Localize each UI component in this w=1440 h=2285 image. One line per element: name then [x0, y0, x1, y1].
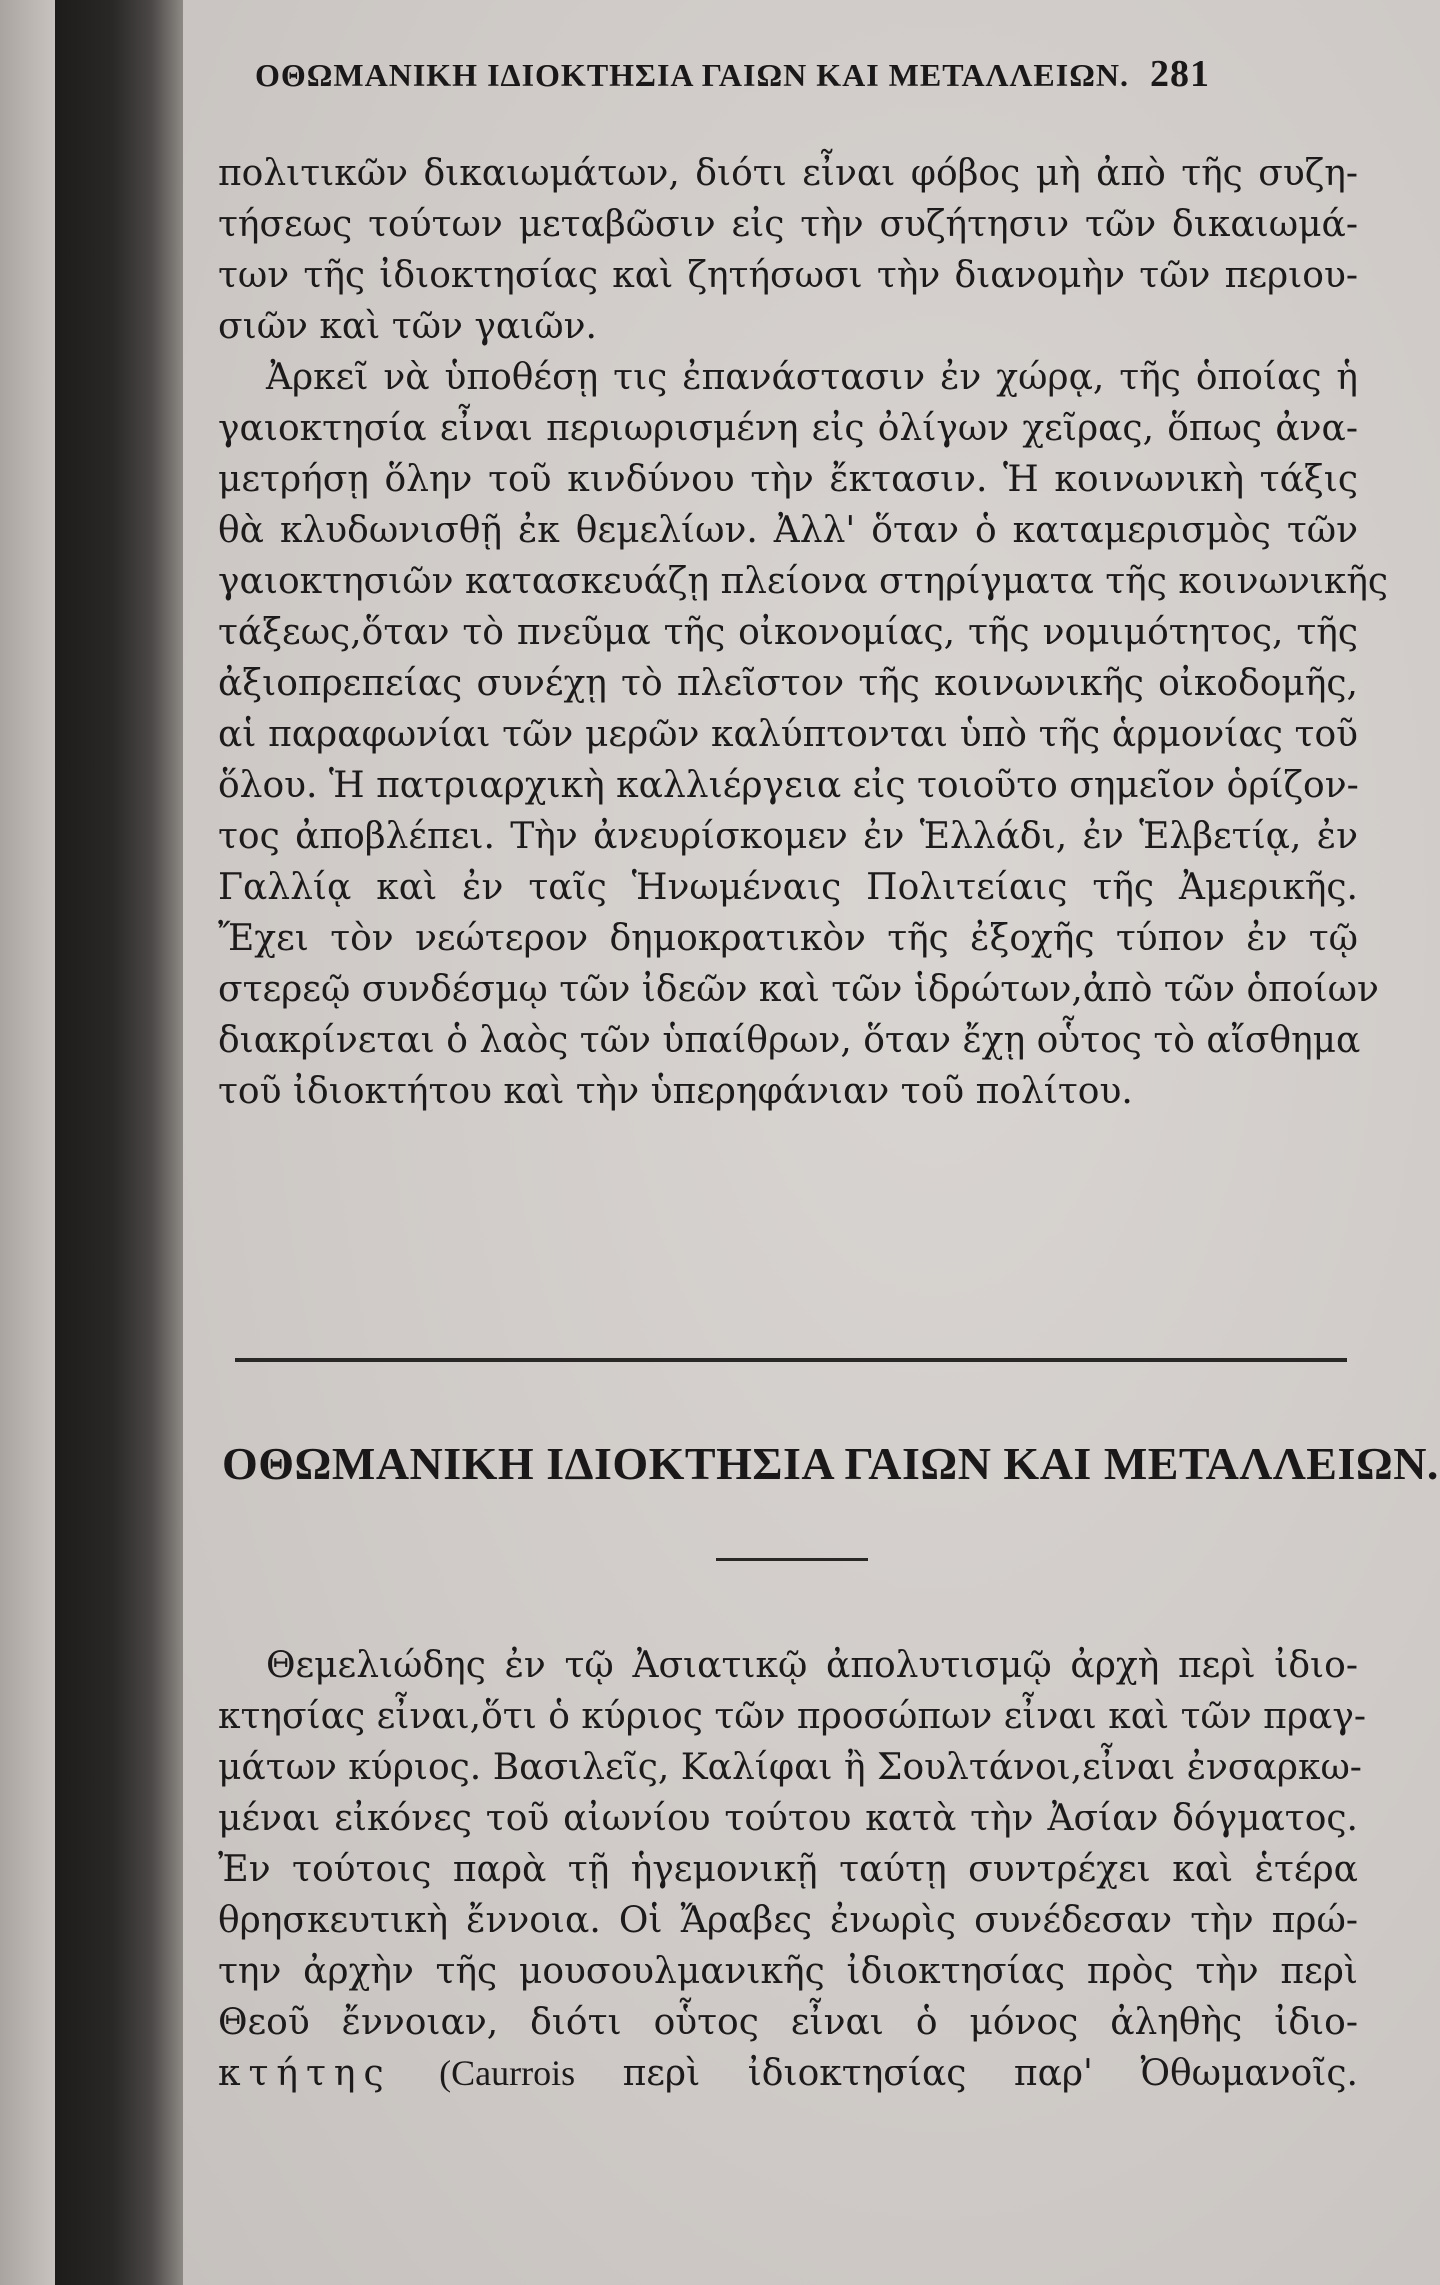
spaced-word: κτήτης: [218, 2053, 392, 2094]
text-line: μέναι εἰκόνες τοῦ αἰωνίου τούτου κατὰ τὴν Ἀσίαν δόγματος.: [218, 1798, 1358, 1839]
section-title: ΟΘΩΜΑΝΙΚΗ ΙΔΙΟΚΤΗΣΙΑ ΓΑΙΩΝ ΚΑΙ ΜΕΤΑΛΛΕΙΩΝ.: [222, 1438, 1439, 1489]
text-line: την ἀρχὴν τῆς μουσουλμανικῆς ἰδιοκτησίας πρὸς τὴν περὶ: [218, 1951, 1358, 1992]
title-underline: [716, 1558, 868, 1561]
text-line: αἱ παραφωνίαι τῶν μερῶν καλύπτονται ὑπὸ τῆς ἁρμονίας τοῦ: [218, 714, 1358, 755]
text-line: θρησκευτικὴ ἔννοια. Οἱ Ἄραβες ἐνωρὶς συνέδεσαν τὴν πρώ-: [218, 1900, 1358, 1941]
text-line: ἀξιοπρεπείας συνέχῃ τὸ πλεῖστον τῆς κοινωνικῆς οἰκοδομῆς,: [218, 663, 1358, 704]
book-spine-shadow: [55, 0, 183, 2285]
continued-text: [218, 148, 1389, 1117]
scan-margin: [0, 0, 55, 2285]
text-line: μάτων κύριος. Βασιλεῖς, Καλίφαι ἢ Σουλτάνοι,εἶναι ἐνσαρκω-: [218, 1747, 1362, 1788]
text-line: πολιτικῶν δικαιωμάτων, διότι εἶναι φόβος μὴ ἀπὸ τῆς συζη-: [218, 153, 1358, 194]
citation-rest: περὶ ἰδιοκτησίας παρ' Ὀθωμανοῖς.: [622, 2053, 1358, 2094]
text-line: Ἀρκεῖ νὰ ὑποθέσῃ τις ἐπανάστασιν ἐν χώρᾳ, τῆς ὁποίας ἡ: [266, 357, 1358, 398]
text-line: γαιοκτησιῶν κατασκευάζῃ πλείονα στηρίγματα τῆς κοινωνικῆς: [218, 561, 1389, 602]
text-line: τος ἀποβλέπει. Τὴν ἀνευρίσκομεν ἐν Ἑλλάδι, ἐν Ἑλβετίᾳ, ἐν: [218, 816, 1358, 857]
text-line: Ἐν τούτοις παρὰ τῇ ἡγεμονικῇ ταύτῃ συντρέχει καὶ ἑτέρα: [218, 1849, 1358, 1890]
text-line: διακρίνεται ὁ λαὸς τῶν ὑπαίθρων, ὅταν ἔχῃ οὗτος τὸ αἴσθημα: [218, 1020, 1361, 1061]
text-line: στερεῷ συνδέσμῳ τῶν ἰδεῶν καὶ τῶν ἱδρώτων,ἀπὸ τῶν ὁποίων: [218, 969, 1379, 1010]
text-line-final: [218, 2048, 1358, 2099]
section-text: [218, 1640, 1366, 2099]
text-line: ὅλου. Ἡ πατριαρχικὴ καλλιέργεια εἰς τοιοῦτο σημεῖον ὁρίζον-: [218, 765, 1359, 806]
latin-citation: (Caurrois: [439, 2053, 576, 2093]
page-number: 281: [1149, 53, 1210, 95]
text-line: σιῶν καὶ τῶν γαιῶν.: [218, 306, 597, 347]
text-line: τάξεως,ὅταν τὸ πνεῦμα τῆς οἰκονομίας, τῆς νομιμότητος, τῆς: [218, 612, 1358, 653]
text-line: κτησίας εἶναι,ὅτι ὁ κύριος τῶν προσώπων εἶναι καὶ τῶν πραγ-: [218, 1696, 1366, 1737]
text-line: των τῆς ἰδιοκτησίας καὶ ζητήσωσι τὴν διανομὴν τῶν περιου-: [218, 255, 1358, 296]
running-head-title: ΟΘΩΜΑΝΙΚΗ ΙΔΙΟΚΤΗΣΙΑ ΓΑΙΩΝ ΚΑΙ ΜΕΤΑΛΛΕΙΩΝ.: [255, 57, 1129, 93]
text-line: Θεμελιώδης ἐν τῷ Ἀσιατικῷ ἀπολυτισμῷ ἀρχὴ περὶ ἰδιο-: [266, 1645, 1358, 1686]
text-line: τήσεως τούτων μεταβῶσιν εἰς τὴν συζήτησιν τῶν δικαιωμά-: [218, 204, 1358, 245]
running-head: [255, 52, 1355, 96]
text-line: μετρήσῃ ὅλην τοῦ κινδύνου τὴν ἔκτασιν. Ἡ κοινωνικὴ τάξις: [218, 459, 1358, 500]
text-line: Ἔχει τὸν νεώτερον δημοκρατικὸν τῆς ἐξοχῆς τύπον ἐν τῷ: [218, 918, 1358, 959]
text-line: τοῦ ἰδιοκτήτου καὶ τὴν ὑπερηφάνιαν τοῦ πολίτου.: [218, 1071, 1133, 1112]
section-divider: [235, 1358, 1347, 1362]
text-line: Θεοῦ ἔννοιαν, διότι οὗτος εἶναι ὁ μόνος ἀληθὴς ἰδιο-: [218, 2002, 1358, 2043]
text-line: Γαλλίᾳ καὶ ἐν ταῖς Ἡνωμέναις Πολιτείαις τῆς Ἀμερικῆς.: [218, 867, 1358, 908]
text-line: γαιοκτησία εἶναι περιωρισμένη εἰς ὀλίγων χεῖρας, ὅπως ἀνα-: [218, 408, 1358, 449]
text-line: θὰ κλυδωνισθῇ ἐκ θεμελίων. Ἀλλ' ὅταν ὁ καταμερισμὸς τῶν: [218, 510, 1358, 551]
